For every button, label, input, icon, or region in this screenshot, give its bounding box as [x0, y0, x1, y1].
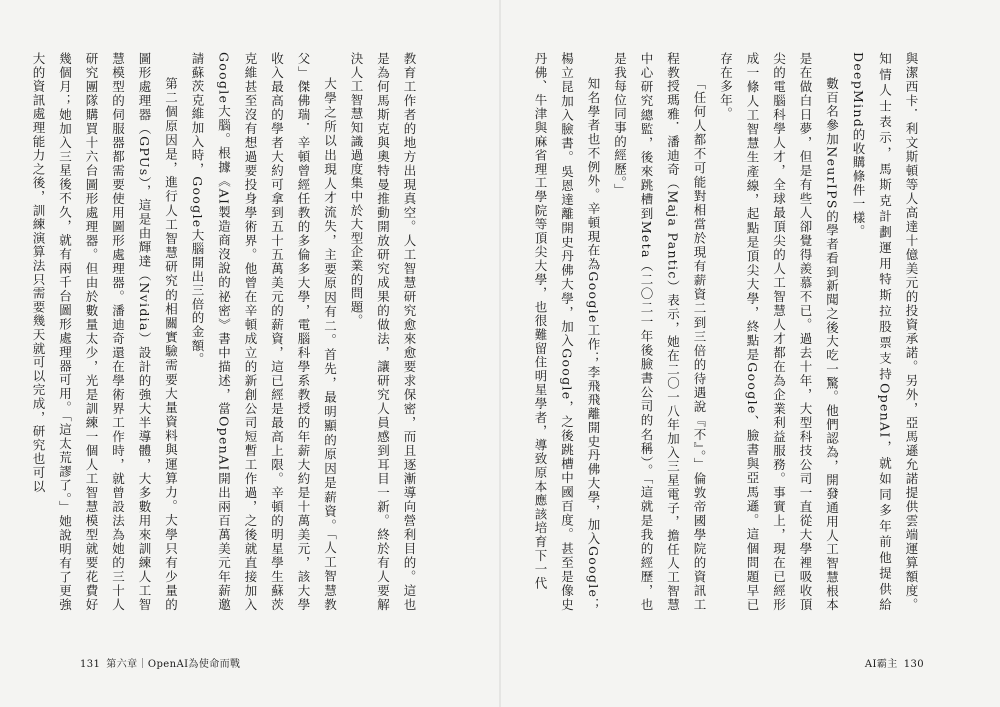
right-footer — [865, 655, 930, 670]
left-running-head: 第六章｜OpenAI為使命而戰 — [106, 659, 241, 670]
paragraph: 「任何人都不可能對相當於現有薪資二到三倍的待遇說『不』。」倫敦帝國學院的資訊工程教授瑪雅．潘迪奇（Maja Pantic）表示，她在二〇一八年加入三星電子，擔任人工智慧中心研究總監，後來跳槽到Meta（二〇二一年後臉書公司的名稱）。「這就是我的經歷，也是我每位同事的經歷。」 — [612, 52, 707, 612]
paragraph: 大學之所以出現人才流失，主要原因有二。首先，最明顯的原因是薪資。「人工智慧教父」傑佛瑞．辛頓曾經任教的多倫多大學，電腦科學系教授的年薪大約是十萬美元，該大學收入最高的學者大約可拿到五十五萬美元的薪資，這已經是最高上限。辛頓的明星學生蘇茨克維甚至沒有想過要投身學術界。他曾在辛頓成立的新創公司短暫工作過，之後就直接加入Google大腦。根據《AI製造商沒說的祕密》書中描述，當OpenAI開出兩百萬美元年薪邀請蘇茨克維加入時，Google大腦開出三倍的金額。 — [190, 52, 338, 612]
paragraph: 第二個原因是，進行人工智慧研究的相關實驗需要大量資料與運算力。大學只有少量的圖形處理器（GPUs），這是由輝達（Nvidia）設計的強大半導體，大多數用來訓練人工智慧模型的伺服器都需要使用圖形處理器。潘迪奇還在學術界工作時，就曾設法為她的三十人研究團隊購買十六台圖形處理器。但由於數量太少，光是訓練一個人工智慧模型就要花費好幾個月；她加入三星後不久，就有兩千台圖形處理器可用。「這太荒謬了。」她說明有了更強大的資訊處理能力之後，訓練演算法只需要幾天就可以完成，研究也可以 — [31, 52, 179, 612]
left-footer — [80, 655, 246, 670]
right-page — [533, 52, 924, 612]
book-gutter — [499, 0, 501, 707]
left-page-text — [31, 52, 422, 612]
left-page-number: 131 — [80, 659, 101, 670]
paragraph: 與潔西卡．利文斯頓等人高達十億美元的投資承諾。另外，亞馬遜允諾提供雲端運算額度。知情人士表示，馬斯克計劃運用特斯拉股票支持OpenAI，就如同多年前他提供給DeepMind的收購條件一樣。 — [851, 52, 919, 612]
paragraph: 教育工作者的地方出現真空。人工智慧研究愈來愈要求保密，而且逐漸導向營利目的。這也是為何馬斯克與奧特曼推動開放研究成果的做法，讓研究人員感到耳目一新。終於有人要解決人工智慧知識過度集中於大型企業的問題。 — [349, 52, 417, 612]
right-page-text — [533, 52, 924, 612]
right-page-number: 130 — [903, 659, 924, 670]
paragraph: 數百名參加NeurIPS的學者看到新聞之後大吃一驚。他們認為，開發通用人工智慧根本是在做白日夢，但是有些人卻覺得羨慕不已。過去十年，大型科技公司一直從大學裡吸收頂尖的電腦科學人才，全球最頂尖的人工智慧人才都在為企業利益服務。事實上，現在已經形成一條人工智慧生產線，起點是頂尖大學，終點是Google、臉書與亞馬遜。這個問題早已存在多年。 — [718, 52, 840, 612]
left-page — [31, 52, 422, 612]
paragraph: 知名學者也不例外。辛頓現在為Google工作；李飛飛離開史丹佛大學，加入Google；楊立昆加入臉書。吳恩達離開史丹佛大學，加入Google，之後跳槽中國百度。甚至是像史丹佛、牛津與麻省理工學院等頂尖大學，也很難留住明星學者，導致原本應該培育下一代 — [533, 52, 601, 612]
right-running-head: AI霸主 — [864, 659, 898, 670]
